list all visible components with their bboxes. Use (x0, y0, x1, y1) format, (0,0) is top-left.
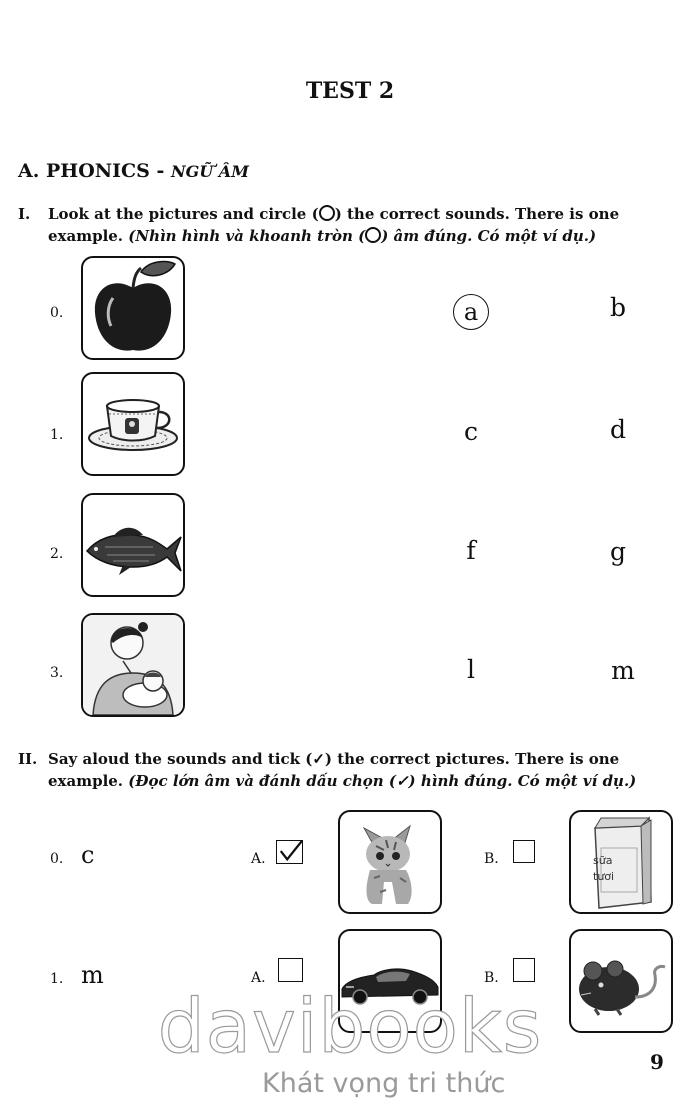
check-mark-icon (277, 841, 302, 863)
sound-letter: c (81, 841, 95, 869)
option-b[interactable]: b (609, 293, 626, 322)
milk-carton-picture (569, 810, 673, 914)
part1-italic-b: ) âm đúng. Có một ví dụ.) (381, 227, 597, 245)
option-f[interactable]: f (466, 536, 476, 565)
row-number: 0. (50, 851, 64, 867)
mother-baby-picture (81, 613, 185, 717)
option-a-label: A. (251, 851, 266, 867)
checkbox-a[interactable] (276, 840, 303, 864)
apple-picture (81, 256, 185, 360)
part2-italic-a: (Đọc lớn âm và đánh dấu chọn (✓) hình đúng. Có một ví dụ.) (128, 772, 637, 790)
option-b-label: B. (484, 970, 499, 986)
page-title: TEST 2 (305, 78, 395, 104)
row-number: 2. (50, 546, 64, 562)
part2-number: II. (18, 750, 38, 768)
section-heading (18, 160, 249, 182)
option-g[interactable]: g (609, 537, 626, 566)
section-label: A. PHONICS - (18, 160, 171, 182)
option-m[interactable]: m (611, 656, 635, 685)
page-number: 9 (650, 1050, 664, 1074)
circled-answer[interactable]: a (453, 294, 489, 330)
part1-instruction (18, 203, 680, 247)
watermark-brand: davibooks (157, 984, 543, 1070)
checkbox-b[interactable] (513, 840, 535, 863)
row-number: 0. (50, 305, 64, 321)
row-number: 3. (50, 665, 64, 681)
sound-letter: m (81, 961, 104, 989)
option-a-label: A. (251, 970, 266, 986)
part1-italic-a: (Nhìn hình và khoanh tròn ( (128, 227, 366, 245)
part1-text-a: Look at the pictures and circle ( (48, 205, 319, 223)
option-c[interactable]: c (463, 417, 478, 446)
carton-text-1: sữa (593, 854, 613, 867)
watermark-slogan: Khát vọng tri thức (262, 1068, 506, 1099)
part2-text-a: Say aloud the sounds and tick (✓) the correct pictures. There is one example. (48, 750, 620, 790)
part2-instruction (18, 748, 680, 792)
fish-picture (81, 493, 185, 597)
carton-text-2: tươi (593, 870, 615, 883)
circle-symbol-icon (319, 205, 335, 221)
kitten-picture (338, 810, 442, 914)
row-number: 1. (50, 971, 64, 987)
circle-symbol-icon (365, 227, 381, 243)
part1-text-b: ) the correct sounds. There is one example. (48, 205, 620, 245)
option-d[interactable]: d (609, 415, 626, 444)
option-l[interactable]: l (467, 655, 475, 684)
cup-picture (81, 372, 185, 476)
checkbox-b[interactable] (513, 958, 535, 982)
part1-number: I. (18, 205, 31, 223)
section-italic: NGỮ ÂM (170, 162, 249, 181)
option-b-label: B. (484, 851, 499, 867)
checkbox-a[interactable] (278, 958, 303, 982)
row-number: 1. (50, 427, 64, 443)
